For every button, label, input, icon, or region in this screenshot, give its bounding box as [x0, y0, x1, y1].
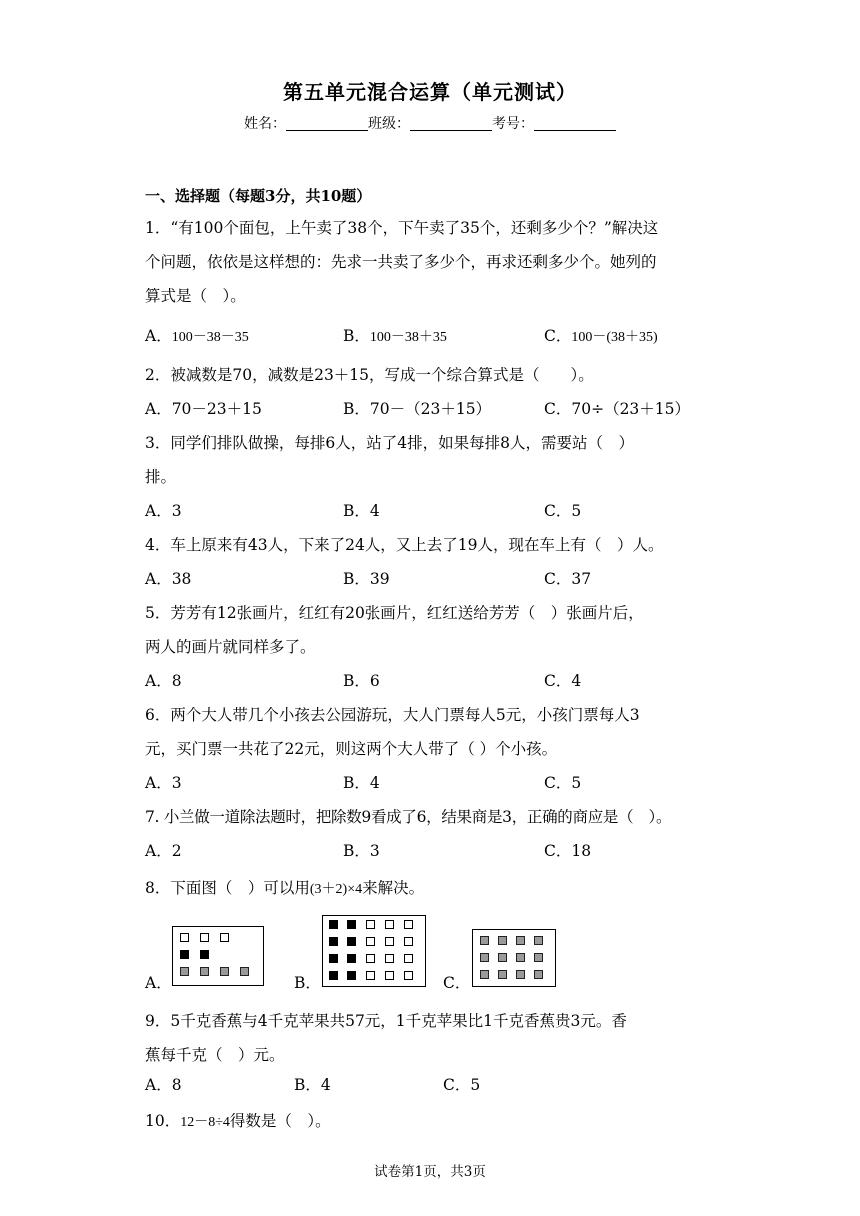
square-gray: [498, 936, 507, 945]
class-label: 班级：: [368, 116, 410, 132]
q1-line3: 算式是（ ）。: [145, 287, 246, 305]
q8-line1: [145, 871, 424, 907]
q5-line2: 两人的画片就同样多了。: [145, 638, 316, 656]
square-empty: [200, 933, 209, 942]
square-empty: [366, 954, 375, 963]
exam-number-label: 考号：: [492, 116, 534, 132]
square-black: [347, 971, 356, 980]
square-gray: [516, 970, 525, 979]
q8-figure-a: [172, 926, 264, 986]
square-black: [329, 954, 338, 963]
square-empty: [385, 937, 394, 946]
q9-line2: 蕉每千克（ ）元。: [145, 1046, 285, 1064]
square-empty: [404, 954, 413, 963]
name-label: 姓名：: [244, 116, 286, 132]
q1-option-c-label: C．: [544, 327, 572, 345]
section-heading: 一、选择题（每题3分，共10题）: [145, 187, 372, 205]
square-empty: [385, 954, 394, 963]
q6-option-b[interactable]: B．4: [343, 774, 380, 792]
q8-text-post: 来解决。: [362, 879, 425, 897]
q2-option-c[interactable]: C．70÷（23＋15）: [544, 400, 691, 418]
square-gray: [534, 953, 543, 962]
square-gray: [498, 970, 507, 979]
q8-expr: (3＋2)×4: [309, 882, 363, 897]
q6-option-c[interactable]: C．5: [544, 774, 582, 792]
q7-option-c[interactable]: C．18: [544, 842, 592, 860]
q8-text-pre: 8．下面图（ ）可以用: [145, 879, 310, 897]
square-black: [347, 954, 356, 963]
q8-figure-b: [322, 915, 426, 987]
q8-option-a[interactable]: A．: [145, 974, 172, 992]
square-gray: [516, 936, 525, 945]
square-empty: [385, 971, 394, 980]
square-gray: [534, 970, 543, 979]
q3-line1: 3．同学们排队做操，每排6人，站了4排，如果每排8人，需要站（ ）: [145, 434, 634, 452]
square-gray: [220, 967, 229, 976]
square-empty: [404, 971, 413, 980]
square-gray: [516, 953, 525, 962]
q1-option-a[interactable]: [145, 319, 249, 355]
q6-line2: 元，买门票一共花了22元，则这两个大人带了（ ）个小孩。: [145, 740, 558, 758]
square-gray: [180, 967, 189, 976]
square-gray: [498, 953, 507, 962]
square-black: [329, 920, 338, 929]
q1-option-b[interactable]: [343, 319, 447, 355]
q6-line1: 6．两个大人带几个小孩去公园游玩，大人门票每人5元，小孩门票每人3: [145, 706, 640, 724]
q3-line2: 排。: [145, 468, 177, 486]
q4-option-c[interactable]: C．37: [544, 570, 592, 588]
q6-option-a[interactable]: A．3: [145, 774, 182, 792]
q10-line1: [145, 1104, 331, 1140]
square-empty: [220, 933, 229, 942]
q9-line1: 9．5千克香蕉与4千克苹果共57元，1千克苹果比1千克香蕉贵3元。香: [145, 1012, 627, 1030]
q5-line1: 5．芳芳有12张画片，红红有20张画片，红红送给芳芳（ ）张画片后，: [145, 604, 644, 622]
square-black: [347, 920, 356, 929]
q1-option-b-expr: 100－38＋35: [369, 330, 447, 345]
square-empty: [385, 920, 394, 929]
q3-option-b[interactable]: B．4: [343, 502, 380, 520]
q1-option-a-expr: 100－38－35: [171, 330, 249, 345]
q5-option-a[interactable]: A．8: [145, 672, 182, 690]
q3-option-a[interactable]: A．3: [145, 502, 182, 520]
q3-option-c[interactable]: C．5: [544, 502, 582, 520]
student-info-line: [0, 113, 860, 133]
q7-line1: 7. 小兰做一道除法题时，把除数9看成了6，结果商是3，正确的商应是（ ）。: [145, 808, 672, 826]
q4-option-b[interactable]: B．39: [343, 570, 390, 588]
square-gray: [480, 936, 489, 945]
q8-figure-c: [472, 929, 556, 987]
q8-option-b[interactable]: B．: [294, 974, 321, 992]
q4-line1: 4．车上原来有43人，下来了24人，又上去了19人，现在车上有（ ）人。: [145, 536, 664, 554]
q7-option-b[interactable]: B．3: [343, 842, 380, 860]
square-empty: [404, 920, 413, 929]
q2-option-b[interactable]: B．70－（23＋15）: [343, 400, 492, 418]
q2-option-a[interactable]: A．70－23＋15: [145, 400, 262, 418]
q8-option-c[interactable]: C．: [443, 974, 471, 992]
q1-option-c-expr: 100－(38＋35): [571, 330, 658, 345]
square-gray: [534, 936, 543, 945]
square-gray: [480, 970, 489, 979]
q10-number: 10．: [145, 1112, 181, 1130]
q5-option-b[interactable]: B．6: [343, 672, 380, 690]
q9-option-a[interactable]: A．8: [145, 1076, 182, 1094]
square-black: [200, 950, 209, 959]
q2-line1: 2．被减数是70，减数是23＋15，写成一个综合算式是（ ）。: [145, 366, 594, 384]
q1-line1: 1．“有100个面包，上午卖了38个，下午卖了35个，还剩多少个？”解决这: [145, 219, 659, 237]
square-black: [329, 971, 338, 980]
square-empty: [366, 937, 375, 946]
square-black: [347, 937, 356, 946]
square-empty: [366, 920, 375, 929]
q4-option-a[interactable]: A．38: [145, 570, 192, 588]
page-footer: 试卷第1页，共3页: [374, 1164, 486, 1180]
q10-expr: 12－8÷4: [180, 1115, 230, 1130]
exam-number-blank[interactable]: [534, 116, 616, 131]
page-title: 第五单元混合运算（单元测试）: [283, 80, 577, 104]
q1-option-c[interactable]: [544, 319, 658, 355]
square-empty: [180, 933, 189, 942]
q7-option-a[interactable]: A．2: [145, 842, 182, 860]
q1-line2: 个问题，依依是这样想的：先求一共卖了多少个，再求还剩多少个。她列的: [145, 253, 657, 271]
q1-option-b-label: B．: [343, 327, 370, 345]
square-empty: [404, 937, 413, 946]
q9-option-b[interactable]: B．4: [294, 1076, 331, 1094]
name-blank[interactable]: [286, 116, 368, 131]
square-gray: [200, 967, 209, 976]
q5-option-c[interactable]: C．4: [544, 672, 582, 690]
q1-option-a-label: A．: [145, 327, 172, 345]
square-gray: [240, 967, 249, 976]
square-empty: [366, 971, 375, 980]
square-black: [180, 950, 189, 959]
square-black: [329, 937, 338, 946]
square-gray: [480, 953, 489, 962]
q9-option-c[interactable]: C．5: [443, 1076, 481, 1094]
class-blank[interactable]: [410, 116, 492, 131]
q10-text: 得数是（ ）。: [229, 1112, 331, 1130]
